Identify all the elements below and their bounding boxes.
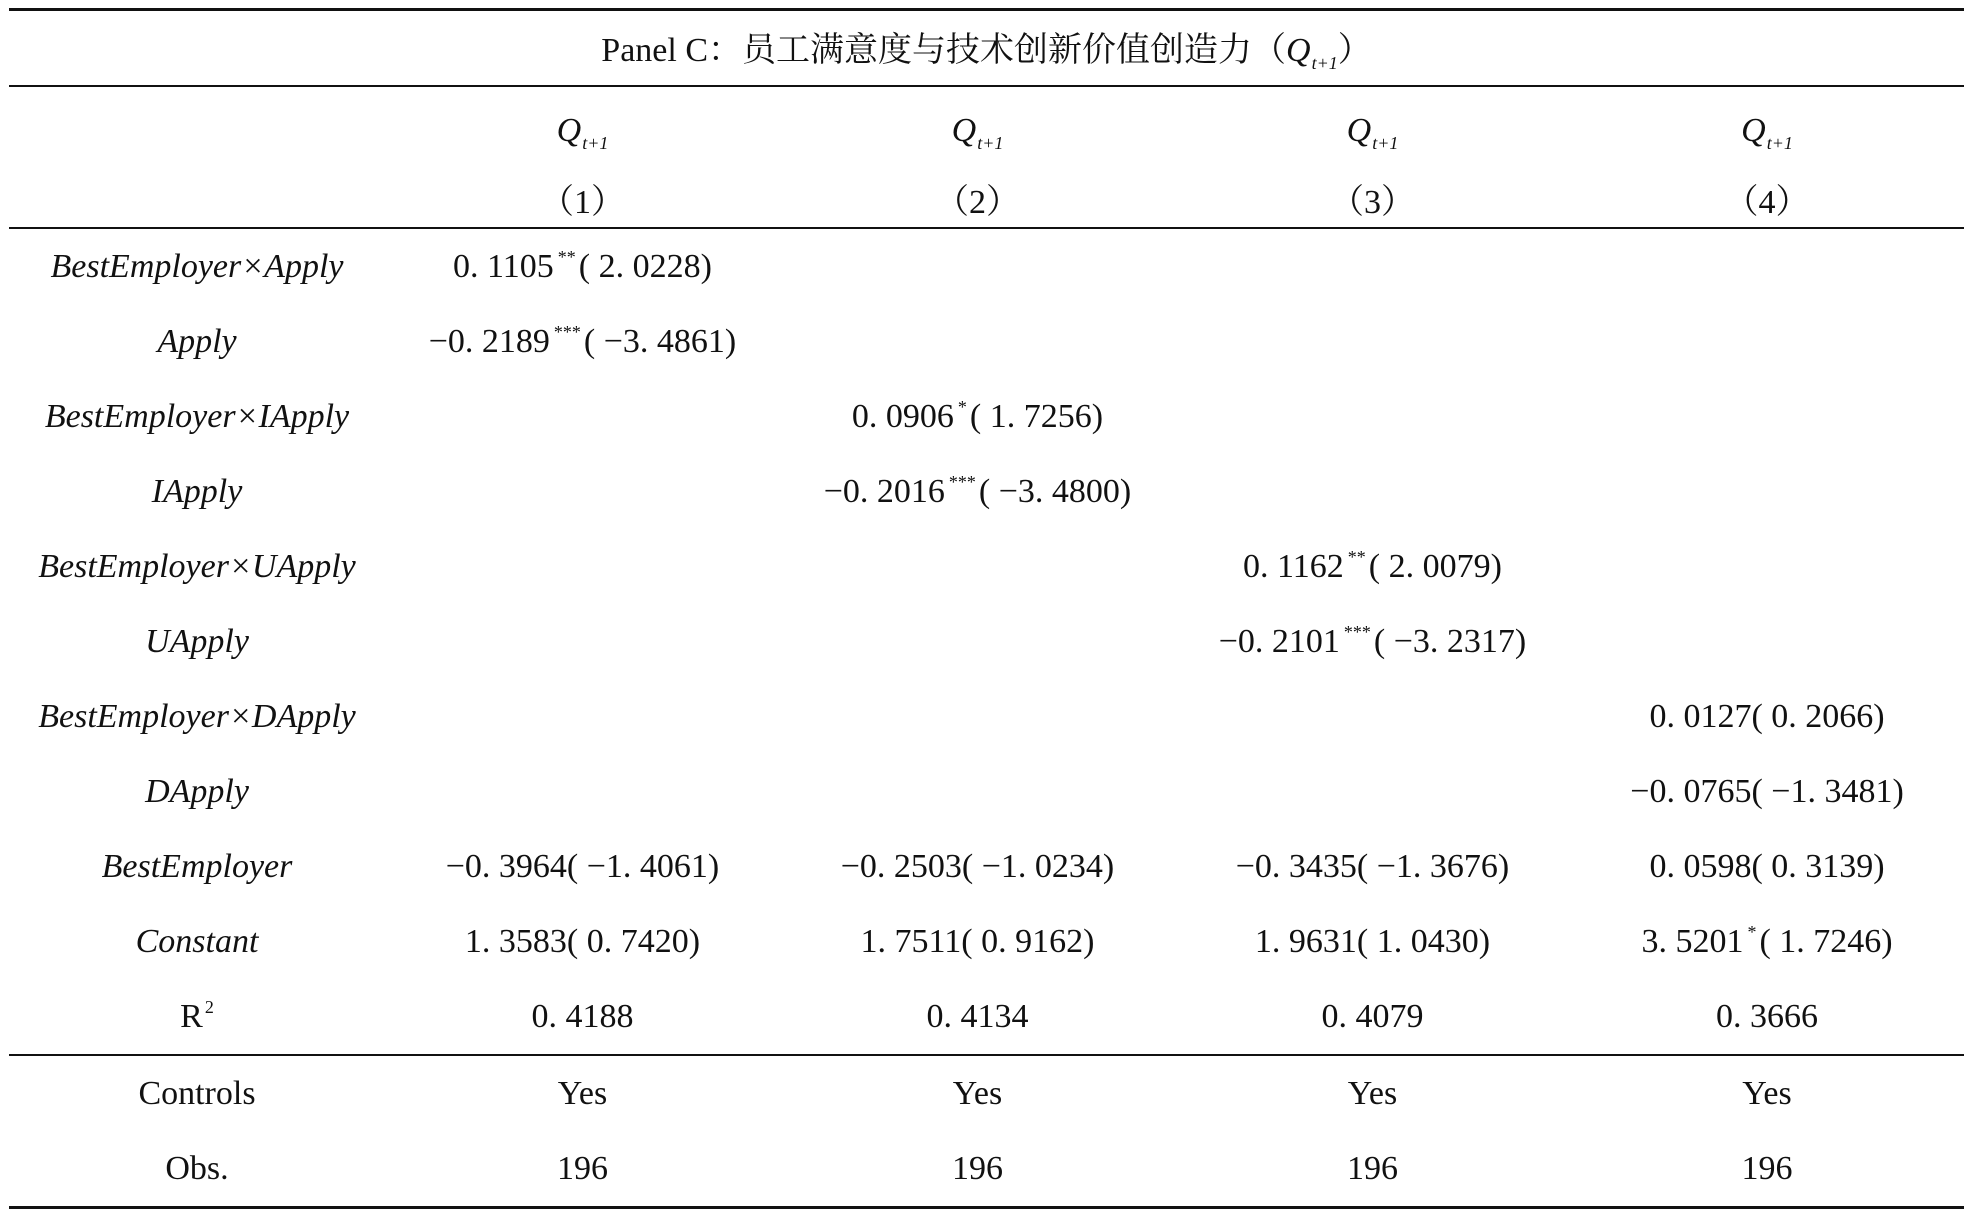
coefficient-value: 3. 5201 xyxy=(1641,923,1744,960)
variable-label: Apply xyxy=(157,322,237,360)
coefficient-cell xyxy=(1570,228,1964,304)
column-header-symbol: Q xyxy=(1741,112,1766,149)
coefficient-cell xyxy=(385,754,780,829)
significance-stars: *** xyxy=(1343,622,1371,642)
t-statistic: ( 1. 7256) xyxy=(969,398,1104,435)
coefficient-value: −0. 2101 xyxy=(1218,623,1340,660)
significance-stars: * xyxy=(957,397,967,417)
t-statistic: ( 2. 0079) xyxy=(1368,548,1502,585)
obs-value: 196 xyxy=(1175,1131,1570,1208)
coefficient-row xyxy=(9,754,1964,829)
coefficient-cell xyxy=(1570,454,1964,529)
t-statistic: ( −1. 3676) xyxy=(1356,847,1510,885)
coefficient-cell xyxy=(1175,304,1570,379)
variable-label: IApply xyxy=(151,472,243,510)
coefficient-cell xyxy=(1175,904,1570,979)
t-statistic: ( −3. 4861) xyxy=(583,323,737,360)
obs-label: Obs. xyxy=(9,1131,385,1208)
controls-value: Yes xyxy=(952,1074,1003,1112)
coefficient-value: −0. 3964 xyxy=(445,847,567,885)
significance-stars: ** xyxy=(1347,547,1366,567)
coefficient-cell xyxy=(1175,679,1570,754)
controls-value: Yes xyxy=(557,1074,608,1112)
column-header-symbol: Q xyxy=(556,112,582,149)
coefficient-cell xyxy=(780,679,1175,754)
coefficient-cell xyxy=(1175,228,1570,304)
coefficient-row xyxy=(9,904,1964,979)
coefficient-cell xyxy=(1570,304,1964,379)
coefficient-cell xyxy=(1175,604,1570,679)
t-statistic: ( 1. 0430) xyxy=(1356,922,1491,960)
column-number-1: （1） xyxy=(385,169,780,228)
significance-stars: * xyxy=(1747,922,1757,942)
coefficient-cell xyxy=(780,454,1175,529)
coefficient-cell xyxy=(385,304,780,379)
coefficient-cell xyxy=(1570,379,1964,454)
coefficient-cell xyxy=(1570,829,1964,904)
t-statistic: ( −1. 3481) xyxy=(1751,772,1904,810)
coefficient-row xyxy=(9,679,1964,754)
coefficient-cell xyxy=(780,829,1175,904)
coefficient-value: −0. 2189 xyxy=(428,323,550,360)
regression-table xyxy=(9,8,1964,1209)
t-statistic: ( 0. 2066) xyxy=(1751,697,1885,735)
coefficient-value: −0. 2503 xyxy=(840,847,962,885)
coefficient-row xyxy=(9,379,1964,454)
regression-table-container xyxy=(9,8,1964,1209)
column-number-row xyxy=(9,169,1964,228)
controls-value: Yes xyxy=(1742,1074,1792,1112)
significance-stars: ** xyxy=(557,247,576,267)
coefficient-cell xyxy=(1175,379,1570,454)
coefficient-cell xyxy=(780,529,1175,604)
column-header-4 xyxy=(1570,86,1964,169)
coefficient-cell xyxy=(780,904,1175,979)
variable-label: BestEmployer xyxy=(101,847,293,885)
coefficient-value: −0. 0765 xyxy=(1630,772,1752,810)
coefficient-row xyxy=(9,829,1964,904)
coefficient-cell xyxy=(385,679,780,754)
coefficient-cell xyxy=(1175,454,1570,529)
t-statistic: ( −3. 4800) xyxy=(978,473,1132,510)
coefficient-cell xyxy=(780,228,1175,304)
column-number-4: （4） xyxy=(1570,169,1964,228)
t-statistic: ( −1. 0234) xyxy=(961,847,1115,885)
coefficient-cell xyxy=(1570,529,1964,604)
coefficient-cell xyxy=(1570,904,1964,979)
column-header-row xyxy=(9,86,1964,169)
coefficient-cell xyxy=(780,604,1175,679)
panel-title-prefix: Panel C：员工满意度与技术创新价值创造力（ xyxy=(601,32,1287,69)
coefficient-value: 0. 1162 xyxy=(1243,548,1344,585)
coefficient-cell xyxy=(385,904,780,979)
coefficient-value: 1. 7511 xyxy=(860,922,962,960)
variable-label: BestEmployer×Apply xyxy=(50,247,344,285)
coefficient-value: 1. 9631 xyxy=(1254,922,1357,960)
coefficient-value: −0. 2016 xyxy=(823,473,945,510)
coefficient-cell xyxy=(1175,829,1570,904)
column-number-3: （3） xyxy=(1175,169,1570,228)
significance-stars: *** xyxy=(553,322,581,342)
r-squared-value: 0. 4079 xyxy=(1175,979,1570,1055)
column-number-2: （2） xyxy=(780,169,1175,228)
variable-label: BestEmployer×IApply xyxy=(44,397,350,435)
t-statistic: ( −1. 4061) xyxy=(566,847,720,885)
r-squared-value: 0. 4188 xyxy=(385,979,780,1055)
t-statistic: ( 0. 9162) xyxy=(961,922,1095,960)
obs-value: 196 xyxy=(780,1131,1175,1208)
coefficient-value: 0. 0906 xyxy=(851,398,954,435)
coefficient-row xyxy=(9,228,1964,304)
significance-stars: *** xyxy=(948,472,976,492)
column-header-1 xyxy=(385,86,780,169)
coefficient-row xyxy=(9,304,1964,379)
variable-label: BestEmployer×UApply xyxy=(38,547,356,585)
coefficient-cell xyxy=(385,228,780,304)
coefficient-cell xyxy=(780,304,1175,379)
r-squared-label xyxy=(9,979,385,1055)
panel-title-subscript: t+1 xyxy=(1311,53,1338,73)
coefficient-value: 0. 0598 xyxy=(1649,847,1752,885)
panel-title xyxy=(9,10,1964,87)
column-header-2 xyxy=(780,86,1175,169)
coefficient-cell xyxy=(385,529,780,604)
column-header-subscript: t+1 xyxy=(1766,133,1793,153)
coefficient-cell xyxy=(1175,754,1570,829)
t-statistic: ( −3. 2317) xyxy=(1373,623,1527,660)
coefficient-cell xyxy=(385,604,780,679)
t-statistic: ( 0. 3139) xyxy=(1751,847,1885,885)
r-squared-value: 0. 4134 xyxy=(780,979,1175,1055)
r-squared-value: 0. 3666 xyxy=(1570,979,1964,1055)
coefficient-cell xyxy=(1570,604,1964,679)
t-statistic: ( 0. 7420) xyxy=(566,922,701,960)
r-squared-superscript: 2 xyxy=(204,997,214,1017)
coefficient-cell xyxy=(385,454,780,529)
coefficient-rows xyxy=(9,228,1964,979)
column-header-subscript: t+1 xyxy=(1372,133,1399,153)
coefficient-row xyxy=(9,604,1964,679)
panel-title-row xyxy=(9,10,1964,87)
controls-value: Yes xyxy=(1347,1074,1398,1112)
coefficient-cell xyxy=(1570,754,1964,829)
variable-label: BestEmployer×DApply xyxy=(38,697,356,735)
coefficient-cell xyxy=(780,379,1175,454)
coefficient-value: 1. 3583 xyxy=(464,922,567,960)
coefficient-cell xyxy=(780,754,1175,829)
obs-row xyxy=(9,1131,1964,1208)
obs-value: 196 xyxy=(1570,1131,1964,1208)
column-header-subscript: t+1 xyxy=(582,133,609,153)
panel-title-symbol: Q xyxy=(1286,32,1311,69)
variable-label: Constant xyxy=(135,922,259,960)
coefficient-row xyxy=(9,529,1964,604)
coefficient-value: 0. 1105 xyxy=(453,248,554,285)
coefficient-cell xyxy=(1175,529,1570,604)
r-squared-letter: R xyxy=(180,998,203,1035)
controls-label: Controls xyxy=(138,1074,256,1112)
obs-value: 196 xyxy=(385,1131,780,1208)
t-statistic: ( 2. 0228) xyxy=(578,248,712,285)
coefficient-cell xyxy=(385,379,780,454)
header-blank xyxy=(9,169,385,228)
coefficient-cell xyxy=(1570,679,1964,754)
column-header-symbol: Q xyxy=(951,112,977,149)
column-header-3 xyxy=(1175,86,1570,169)
coefficient-value: −0. 3435 xyxy=(1235,847,1357,885)
panel-title-suffix: ） xyxy=(1337,32,1372,69)
coefficient-value: 0. 0127 xyxy=(1649,697,1752,735)
variable-label: DApply xyxy=(145,772,249,810)
coefficient-cell xyxy=(385,829,780,904)
t-statistic: ( 1. 7246) xyxy=(1759,923,1893,960)
controls-row xyxy=(9,1055,1964,1131)
column-header-symbol: Q xyxy=(1346,112,1372,149)
coefficient-row xyxy=(9,454,1964,529)
column-header-subscript: t+1 xyxy=(977,133,1004,153)
variable-label: UApply xyxy=(145,622,249,660)
r-squared-row xyxy=(9,979,1964,1055)
header-blank xyxy=(9,86,385,169)
